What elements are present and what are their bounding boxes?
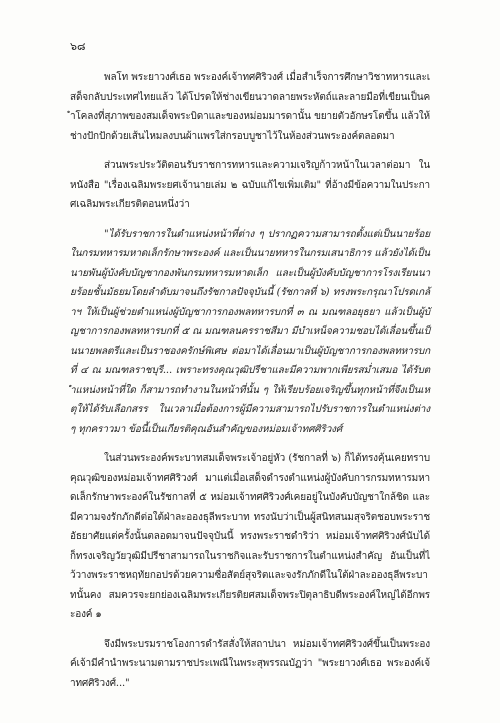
page-number: ๖๘ [70, 40, 86, 53]
paragraph-2: ส่วนพระประวัติตอนรับราชการทหารและความเจริญก้าวหน้าในเวลาต่อมา ในหนังสือ "เรื่องเฉลิมพระยศเจ้านายเล่ม ๒ ฉบับแก้ไขเพิ่มเติม" ที่อ้างมีข้อความในประกาศเฉลิมพระเกียรติตอนหนึ่งว่า [70, 160, 430, 210]
paragraph-5: จึงมีพระบรมราชโองการดำรัสสั่งให้สถาปนา หม่อมเจ้าทศศิริวงศ์ขึ้นเป็นพระองค์เจ้ามีคำนำพระนามตามราชประเพณีในพระสุพรรณบัฏว่า "พระยาวงศ์เธอ พระองค์เจ้าทศศิริวงศ์..." [70, 638, 430, 689]
paragraph-1: พลโท พระยาวงศ์เธอ พระองค์เจ้าทศศิริวงศ์ เมื่อสำเร็จการศึกษาวิชาทหารและเสด็จกลับประเทศไทยแล้ว ได้โปรดให้ช่างเขียนวาดลายพระหัตถ์และลายมือที่เขียนเป็นคำโคลงที่สุภาพของสมเด็จพระบิดาและของหม่อมมารดานั้น ขยายตัวอักษรโตขึ้น แล้วให้ช่างปักปักด้วยเส้นไหมลงบนผ้าแพรใส่กรอบบูชาไว้ในห้องส่วนพระองค์ตลอดมา [70, 72, 430, 142]
quoted-proclamation: "ได้รับราชการในตำแหน่งหน้าที่ต่าง ๆ ปรากฏความสามารถตั้งแต่เป็นนายร้อยในกรมทหารมหาดเล็กรักษาพระองค์ และเป็นนายทหารในกรมเสนาธิการ แล้วยังได้เป็นนายพันผู้บังคับบัญชากองพันกรมทหารมหาดเล็ก และเป็นผู้บังคับบัญชาการโรงเรียนนายร้อยชั้นมัธยมโดยลำดับมาจนถึงรัชกาลปัจจุบันนี้ (รัชกาลที่ ๖) ทรงพระกรุณาโปรดเกล้าฯ ให้เป็นผู้ช่วยตำแหน่งผู้บัญชาการกองพลทหารบกที่ ๓ ณ มณฑลอยุธยา แล้วเป็นผู้บัญชาการกองพลทหารบกที่ ๕ ณ มณฑลนครราชสีมา มีบำเหน็จความชอบได้เลื่อนขึ้นเป็นนายพลตรีและเป็นราชองครักษ์พิเศษ ต่อมาได้เลื่อนมาเป็นผู้บัญชาการกองพลทหารบกที่ ๔ ณ มณฑลราชบุรี... เพราะทรงคุณวุฒิปรีชาและมีความพากเพียรสม่ำเสมอ ได้รับตำแหน่งหน้าที่ใด ก็สามารถทำงานในหน้าที่นั้น ๆ ให้เรียบร้อยเจริญขึ้นทุกหน้าที่จึงเป็นเหตุให้ได้รับเลือกสรร ในเวลาเมื่อต้องการผู้มีความสามารถไปรับราชการในตำแหน่งต่าง ๆ ทุกคราวมา ข้อนี้เป็นเกียรติคุณอันสำคัญของหม่อมเจ้าทศศิริวงศ์ [70, 228, 430, 435]
paragraph-4: ในส่วนพระองค์พระบาทสมเด็จพระเจ้าอยู่หัว (รัชกาลที่ ๖) ก็ได้ทรงคุ้นเคยทราบคุณวุฒิของหม่อมเจ้าทศศิริวงศ์ มาแต่เมื่อเสด็จดำรงตำแหน่งผู้บังคับการกรมทหารมหาดเล็กรักษาพระองค์ในรัชกาลที่ ๕ หม่อมเจ้าทศศิริวงศ์เคยอยู่ในบังคับบัญชาใกล้ชิด และมีความจงรักภักดีต่อใต้ฝ่าละอองธุลีพระบาท ทรงนับว่าเป็นผู้สนิทสนมสุจริตชอบพระราชอัธยาศัยแต่ครั้งนั้นตลอดมาจนปัจจุบันนี้ ทรงพระราชดำริว่า หม่อมเจ้าทศศิริวงศ์นับได้ ก็ทรงเจริญวัยวุฒิมีปรีชาสามารถในราชกิจและรับราชการในตำแหน่งสำคัญ อันเป็นที่ไว้วางพระราชหฤทัยกอปรด้วยความซื่อสัตย์สุจริตและจงรักภักดีในใต้ฝ่าละอองธุลีพระบาทนั้นคง สมควรจะยกย่องเฉลิมพระเกียรติยศสมเด็จพระปิตุลาธิบดีพระองค์ใหญ่ได้อีกพระองค์ ๑ [70, 453, 430, 620]
